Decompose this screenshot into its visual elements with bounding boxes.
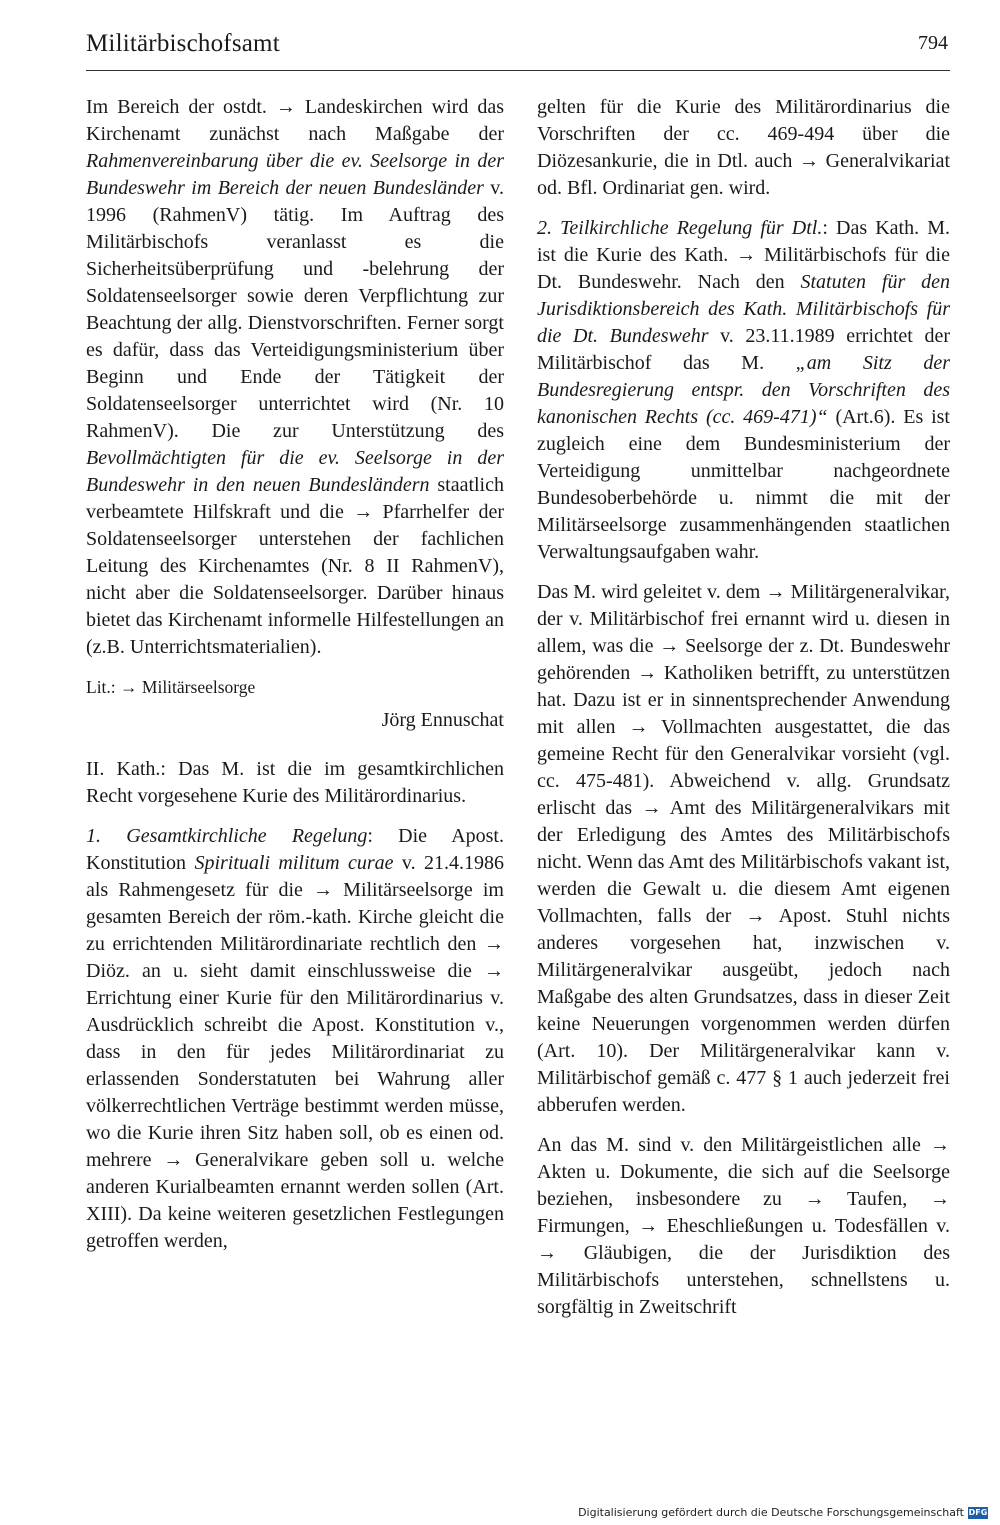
text-run: staatlich verbeamtete Hilfskraft und die → Pfarrhelfer der Soldatenseelsorger unterstehen der fachlichen Leitung des Kirchenamtes (Nr. 8 II RahmenV), nicht aber die Soldatenseelsorger. Darüber hinaus bietet das Kirchenamt informelle Hilfestellungen an (z.B. Unterrichtsmaterialien). (86, 474, 504, 658)
italic-quote: „am Sitz der Bundesregierung entspr. den Vorschriften des kanonischen Rechts (cc. 469-471)“ (537, 352, 950, 428)
page-header (86, 28, 950, 71)
running-title: Militärbischofsamt (86, 30, 280, 57)
right-column (537, 94, 950, 1334)
author-signature: Jörg Ennuschat (381, 709, 504, 731)
text-run: v. 23.11.1989 errichtet der Militärbischof das M. (537, 325, 950, 374)
paragraph (86, 94, 504, 661)
digitization-footer (578, 1506, 988, 1519)
paragraph (537, 215, 950, 566)
section-heading: 1. Gesamtkirchliche Regelung (86, 825, 368, 847)
paragraph: II. Kath.: Das M. ist die im gesamtkirchlichen Recht vorgesehene Kurie des Militärordinarius. (86, 758, 504, 807)
section-heading: 2. Teilkirchliche Regelung für Dtl. (537, 217, 823, 239)
paragraph: gelten für die Kurie des Militärordinarius die Vorschriften der cc. 469-494 über die Diözesankurie, die in Dtl. auch → Generalvikariat od. Bfl. Ordinariat gen. wird. (537, 96, 950, 199)
text-run: : Die Apost. Konstitution (86, 825, 504, 874)
paragraph: Das M. wird geleitet v. dem → Militärgeneralvikar, der v. Militärbischof frei ernannt wird u. diesen in allem, was die → Seelsorge der z. Dt. Bundeswehr gehörenden → Katholiken betrifft, zu unterstützen hat. Dazu ist er in sinnentsprechender Anwendung mit allen → Vollmachten ausgestattet, die das gemeine Recht für den Generalvikar vorsieht (vgl. cc. 475-481). Abweichend v. allg. Grundsatz erlischt das → Amt des Militärgeneralvikars mit der Erledigung des Amtes des Militärbischofs nicht. Wenn das Amt des Militärbischofs vakant ist, werden die Gewalt u. die diesem Amt eigenen Vollmachten, falls der → Apost. Stuhl nichts anderes vorgesehen hat, inzwischen v. Militärgeneralvikar ausgeübt, jedoch nach Maßgabe des alten Grundsatzes, dass in dieser Zeit keine Neuerungen vorgenommen werden dürfen (Art. 10). Der Militärgeneralvikar kann v. Militärbischof gemäß c. 477 § 1 auch jederzeit frei abberufen werden. (537, 581, 950, 1116)
paragraph: An das M. sind v. den Militärgeistlichen alle → Akten u. Dokumente, die sich auf die Seelsorge beziehen, insbesondere zu → Taufen, → Firmungen, → Eheschließungen u. Todesfällen v. → Gläubigen, die der Jurisdiktion des Militärbischofs unterstehen, schnellstens u. sorgfältig in Zweitschrift (537, 1134, 950, 1318)
left-column (86, 94, 504, 1268)
text-run: : Das Kath. M. ist die Kurie des Kath. → Militärbischofs für die Dt. Bundeswehr. Nach den (537, 217, 951, 293)
italic-title: Spirituali militum curae (194, 852, 394, 874)
dfg-logo: DFG (968, 1507, 988, 1517)
page-number: 794 (918, 32, 948, 54)
text-run: v. 1996 (RahmenV) tätig. Im Auftrag des Militärbischofs veranlasst es die Sicherheitsüberprüfung und -belehrung der Soldatenseelsorger sowie deren Verpflichtung zur Beachtung der allg. Dienstvorschriften. Ferner sorgt es dafür, dass das Verteidigungsministerium über Beginn und Ende der Tätigkeit der Soldatenseelsorger unterrichtet wird (Nr. 10 RahmenV). Die zur Unterstützung des (86, 177, 504, 442)
text-run: Im Bereich der ostdt. → Landeskirchen wird das Kirchenamt zunächst nach Maßgabe der (86, 96, 504, 145)
literature-reference: Lit.: → Militärseelsorge (86, 677, 256, 697)
paragraph (86, 823, 504, 1255)
italic-title: Bevollmächtigten für die ev. Seelsorge in der Bundeswehr in den neuen Bundesländern (86, 447, 504, 496)
footer-text: Digitalisierung gefördert durch die Deutsche Forschungsgemeinschaft (578, 1506, 964, 1519)
italic-title: Rahmenvereinbarung über die ev. Seelsorge in der Bundeswehr im Bereich der neuen Bundesländer (86, 150, 504, 199)
text-run: v. 21.4.1986 als Rahmengesetz für die → Militärseelsorge im gesamten Bereich der röm.-kath. Kirche gleicht die zu errichtenden Militärordinariate rechtlich den → Diöz. an u. sieht damit einschlussweise die → Errichtung einer Kurie für den Militärordinarius v. Ausdrücklich schreibt die Apost. Konstitution v., dass in den für jedes Militärordinariat zu erlassenden Sonderstatuten bei Wahrung aller völkerrechtlichen Verträge bestimmt werden müsse, wo die Kurie ihren Sitz haben soll, ob es einen od. mehrere → Generalvikare geben soll u. welche anderen Kurialbeamten ernannt werden sollen (Art. XIII). Da keine weiteren gesetzlichen Festlegungen getroffen werden, (86, 852, 505, 1252)
italic-title: Statuten für den Jurisdiktionsbereich des Kath. Militärbischofs für die Dt. Bundeswehr (537, 271, 951, 347)
text-run: (Art.6). Es ist zugleich eine dem Bundesministerium der Verteidigung unmittelbar nachgeordnete Bundesoberbehörde u. nimmt die mit der Militärseelsorge zusammenhängenden staatlichen Verwaltungsaufgaben wahr. (537, 406, 950, 563)
